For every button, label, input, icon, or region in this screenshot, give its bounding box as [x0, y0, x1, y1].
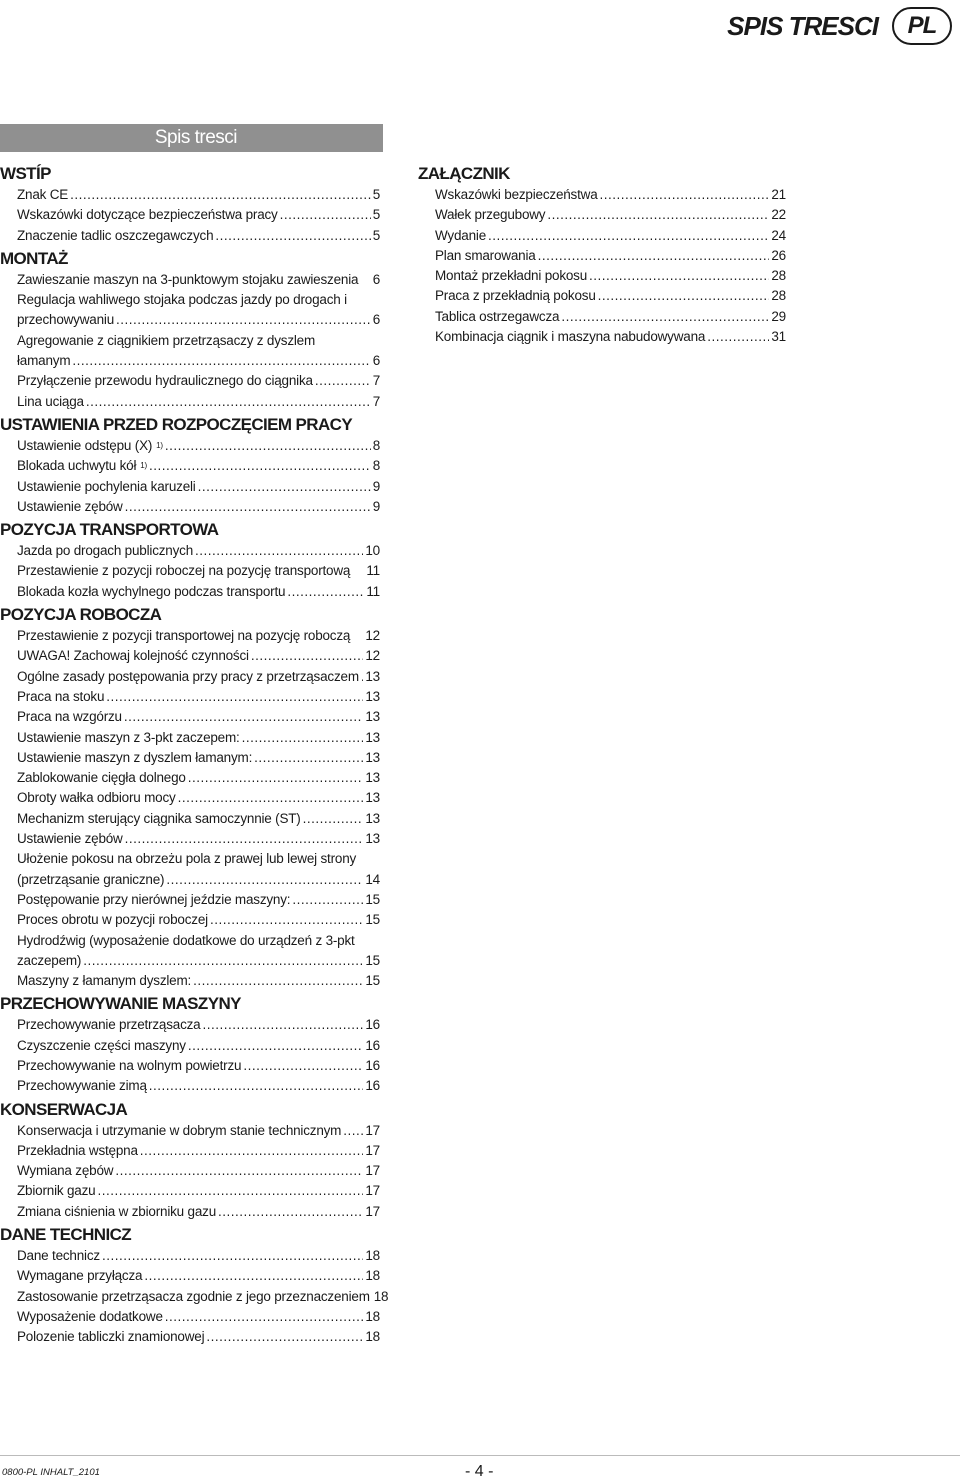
toc-entry[interactable] [0, 497, 383, 517]
toc-entry-line [17, 788, 380, 808]
toc-entry[interactable] [0, 1266, 383, 1286]
toc-entry[interactable] [0, 270, 383, 290]
toc-entry-text: Regulacja wahliwego stojaka podczas jazdy po drogach i [17, 292, 347, 308]
leader-dots [165, 436, 371, 456]
toc-entry-line [435, 307, 786, 327]
toc-entry[interactable] [0, 561, 383, 581]
toc-entry-line [17, 951, 380, 971]
toc-entry[interactable] [0, 456, 383, 476]
toc-entry-text: Hydrodźwig (wyposażenie dodatkowe do urządzeń z 3-pkt [17, 932, 355, 948]
toc-entry-line [17, 436, 380, 456]
leader-dots [97, 1181, 363, 1201]
toc-page-number: 17 [365, 1142, 380, 1158]
toc-entry-text: Montaż przekładni pokosu [435, 268, 588, 284]
toc-page-number: 16 [365, 1017, 380, 1033]
toc-entry-text: Proces obrotu w pozycji roboczej [17, 912, 208, 928]
toc-entry[interactable] [418, 226, 786, 246]
toc-entry-line [17, 971, 380, 991]
toc-page-number: 8 [372, 458, 380, 474]
toc-entry-text: Maszyny z łamanym dyszlem: [17, 973, 192, 989]
toc-entry-text: przechowywaniu [17, 312, 114, 328]
toc-page-number: 13 [365, 770, 380, 786]
document-code: 0800-PL INHALT_2101 [2, 1467, 100, 1478]
leader-dots [343, 1121, 363, 1141]
toc-entry-text: Praca na wzgórzu [17, 709, 122, 725]
toc-banner-title: Spis tresci [154, 127, 237, 148]
leader-dots [72, 351, 370, 371]
toc-page-number: 12 [365, 648, 380, 664]
leader-dots [598, 286, 770, 306]
toc-entry-line [17, 910, 380, 930]
leader-dots [206, 1327, 363, 1347]
toc-entry[interactable] [0, 1036, 383, 1056]
toc-entry-line [17, 1036, 380, 1056]
toc-entry-text: Czyszczenie części maszyny [17, 1037, 186, 1053]
section-heading: ZAŁĄCZNIK [418, 164, 510, 183]
toc-page-number: 17 [365, 1163, 380, 1179]
toc-entry[interactable] [0, 331, 383, 372]
toc-entry-text: łamanym [17, 353, 71, 369]
leader-dots [202, 1015, 363, 1035]
toc-entry-line [17, 541, 380, 561]
toc-entry-text: Przekładnia wstępna [17, 1142, 138, 1158]
toc-page-number: 13 [365, 749, 380, 765]
toc-entry-line [17, 829, 380, 849]
toc-entry-line [17, 205, 380, 225]
leader-dots [86, 392, 371, 412]
toc-entry-text: Jazda po drogach publicznych [17, 543, 194, 559]
toc-entry[interactable] [0, 849, 383, 890]
toc-page-number: 5 [372, 207, 380, 223]
toc-entry-line [17, 270, 380, 290]
toc-entry[interactable] [0, 436, 383, 456]
toc-entry-line [17, 226, 380, 246]
toc-page-number: 22 [771, 207, 786, 223]
toc-entry[interactable] [0, 1161, 383, 1181]
toc-entry-text: (przetrząsanie graniczne) [17, 871, 165, 887]
toc-entry[interactable] [0, 687, 383, 707]
toc-page-number: 5 [372, 227, 380, 243]
leader-dots [125, 497, 371, 517]
leader-dots [215, 226, 370, 246]
toc-entry-text: Zastosowanie przetrząsacza zgodnie z jego przeznaczeniem [17, 1288, 370, 1304]
toc-page-number: 13 [365, 790, 380, 806]
toc-entry[interactable] [0, 768, 383, 788]
toc-page-number: 15 [365, 952, 380, 968]
header-title: SPIS TRESCI [727, 10, 878, 41]
toc-page-number: 24 [771, 227, 786, 243]
toc-page-number: 13 [365, 668, 380, 684]
toc-entry[interactable] [0, 1015, 383, 1035]
page-header [727, 6, 952, 46]
toc-entry[interactable] [0, 1246, 383, 1266]
toc-entry[interactable] [0, 392, 383, 412]
toc-entry-line [17, 371, 380, 391]
toc-entry[interactable] [0, 1141, 383, 1161]
section-heading: KONSERWACJA [0, 1099, 128, 1119]
toc-entry[interactable] [0, 931, 383, 972]
leader-dots [165, 1307, 364, 1327]
toc-page-number: 29 [771, 308, 786, 324]
leader-dots [292, 890, 363, 910]
leader-dots [102, 1246, 363, 1266]
toc-entry-text: Wymagane przyłącza [17, 1268, 143, 1284]
toc-entry-text: UWAGA! Zachowaj kolejność czynności [17, 648, 249, 664]
toc-entry[interactable] [0, 707, 383, 727]
toc-page-number: 16 [365, 1078, 380, 1094]
leader-dots [125, 829, 364, 849]
leader-dots [251, 646, 364, 666]
toc-entry[interactable] [0, 541, 383, 561]
toc-entry-text: Ułożenie pokosu na obrzeżu pola z prawej lub lewej strony [17, 851, 357, 867]
toc-entry[interactable] [0, 290, 383, 331]
toc-entry[interactable] [418, 246, 786, 266]
leader-dots [198, 477, 371, 497]
toc-entry[interactable] [0, 477, 383, 497]
toc-entry-text: Blokada uchwytu kół [17, 458, 137, 474]
footnote-marker: 1) [140, 461, 147, 471]
toc-page-number: 12 [365, 628, 380, 644]
toc-entry-line [17, 809, 380, 829]
footnote-marker: 1) [156, 440, 163, 450]
section-heading: PRZECHOWYWANIE MASZYNY [0, 994, 241, 1014]
toc-entry-line [435, 226, 786, 246]
toc-entry-line [17, 582, 380, 602]
toc-entry[interactable] [418, 266, 786, 286]
toc-entry-text: Wskazówki dotyczące bezpieczeństwa pracy [17, 207, 278, 223]
toc-entry[interactable] [0, 582, 383, 602]
toc-entry-line [17, 456, 380, 476]
leader-dots [70, 185, 371, 205]
toc-entry[interactable] [0, 1076, 383, 1096]
toc-entry-text: Zablokowanie cięgła dolnego [17, 770, 186, 786]
toc-entry[interactable] [0, 1056, 383, 1076]
toc-entry-text: Dane technicz [17, 1248, 100, 1264]
toc-entry-text: Lina uciąga [17, 393, 84, 409]
toc-entry-text: Wydanie [435, 227, 487, 243]
toc-right-column [418, 161, 786, 347]
toc-entry-text: Polozenie tabliczki znamionowej [17, 1329, 205, 1345]
toc-entry-text: Blokada kozła wychylnego podczas transportu [17, 583, 286, 599]
leader-dots [254, 748, 363, 768]
leader-dots [115, 1161, 363, 1181]
toc-page-number: 16 [365, 1037, 380, 1053]
toc-entry-text: Mechanizm sterujący ciągnika samoczynnie (ST) [17, 810, 301, 826]
toc-entry-text: zaczepem) [17, 952, 82, 968]
toc-page-number: 15 [365, 891, 380, 907]
toc-entry-text: Kombinacja ciągnik i maszyna nabudowywana [435, 329, 706, 345]
toc-entry[interactable] [418, 205, 786, 225]
toc-entry[interactable] [418, 327, 786, 347]
toc-entry-text: Wałek przegubowy [435, 207, 546, 223]
toc-page-number: 6 [372, 353, 380, 369]
toc-page-number: 13 [365, 729, 380, 745]
leader-dots [600, 185, 770, 205]
toc-entry[interactable] [0, 748, 383, 768]
leader-dots [124, 707, 364, 727]
toc-page-number: 7 [372, 393, 380, 409]
toc-entry-line [17, 1287, 389, 1307]
toc-entry-line [435, 205, 786, 225]
leader-dots [210, 910, 363, 930]
toc-page-number: 13 [365, 709, 380, 725]
toc-page-number: 26 [771, 247, 786, 263]
section-heading: WSTÍP [0, 164, 51, 183]
toc-entry-text: Przestawienie z pozycji transportowej na pozycję roboczą [17, 628, 351, 644]
leader-dots [361, 667, 364, 687]
section-heading: MONTAŻ [0, 248, 68, 268]
toc-page-number: 9 [372, 478, 380, 494]
toc-entry-text: Ogólne zasady postępowania przy pracy z przetrząsaczem [17, 668, 359, 684]
toc-entry-line [17, 477, 380, 497]
leader-dots [193, 971, 363, 991]
toc-page-number: 18 [365, 1268, 380, 1284]
toc-page-number: 13 [365, 688, 380, 704]
toc-page-number: 13 [365, 831, 380, 847]
toc-entry-text: Wskazówki bezpieczeństwa [435, 187, 598, 202]
toc-entry-line [435, 266, 786, 286]
footer-divider [0, 1455, 960, 1456]
toc-page-number: 15 [365, 973, 380, 989]
toc-entry[interactable] [0, 1181, 383, 1201]
toc-entry-text: Praca na stoku [17, 688, 105, 704]
toc-entry-line [17, 707, 380, 727]
toc-entry-text: Przechowywanie zimą [17, 1078, 147, 1094]
toc-entry-text: Tablica ostrzegawcza [435, 308, 560, 324]
toc-entry-text: Znak CE [17, 187, 69, 202]
toc-entry[interactable] [0, 667, 383, 687]
leader-dots [83, 951, 363, 971]
toc-page-number: 16 [365, 1057, 380, 1073]
toc-entry-line [17, 310, 380, 330]
toc-entry-line [17, 646, 380, 666]
toc-entry-line [17, 392, 380, 412]
toc-page-number: 21 [771, 187, 786, 202]
toc-entry-line [17, 1181, 380, 1201]
toc-page-number: 18 [373, 1288, 389, 1304]
toc-entry-text: Wymiana zębów [17, 1163, 114, 1179]
toc-entry[interactable] [0, 626, 383, 646]
toc-entry-text: Ustawienie pochylenia karuzeli [17, 478, 196, 494]
toc-page-number: 18 [365, 1329, 380, 1345]
toc-entry-line [17, 667, 380, 687]
toc-entry-line [17, 1327, 380, 1347]
toc-page-number: 28 [771, 288, 786, 304]
toc-entry[interactable] [0, 646, 383, 666]
toc-page-number: 11 [366, 563, 380, 579]
toc-entry-text: Przestawienie z pozycji roboczej na pozycję transportową [17, 563, 351, 579]
toc-entry-text: Ustawienie zębów [17, 498, 123, 514]
toc-entry-line [17, 748, 380, 768]
toc-entry-line [17, 185, 380, 205]
toc-entry-text: Konserwacja i utrzymanie w dobrym stanie technicznym [17, 1122, 342, 1138]
toc-page-number: 17 [365, 1183, 380, 1199]
leader-dots [116, 310, 371, 330]
leader-dots [144, 1266, 363, 1286]
leader-dots [166, 870, 363, 890]
toc-entry-line [17, 728, 380, 748]
toc-entry[interactable] [0, 1327, 383, 1347]
toc-entry[interactable] [418, 286, 786, 306]
toc-entry[interactable] [0, 226, 383, 246]
toc-page-number: 9 [372, 498, 380, 514]
toc-page-number: 14 [365, 871, 380, 887]
leader-dots [242, 728, 364, 748]
toc-entry[interactable] [0, 890, 383, 910]
leader-dots [547, 205, 769, 225]
toc-entry-text: Praca z przekładnią pokosu [435, 288, 596, 304]
toc-entry-line [17, 1246, 380, 1266]
leader-dots [188, 1036, 364, 1056]
toc-entry-text: Obroty wałka odbioru mocy [17, 790, 176, 806]
toc-entry[interactable] [0, 205, 383, 225]
toc-page-number: 11 [366, 583, 380, 599]
section-heading: POZYCJA ROBOCZA [0, 605, 162, 625]
toc-entry[interactable] [0, 971, 383, 991]
toc-entry[interactable] [0, 185, 383, 205]
toc-entry-line [17, 1015, 380, 1035]
toc-entry-text: Zmiana ciśnienia w zbiorniku gazu [17, 1203, 216, 1219]
toc-entry[interactable] [0, 1307, 383, 1327]
section-heading: POZYCJA TRANSPORTOWA [0, 520, 219, 540]
toc-page-number: 31 [771, 329, 786, 345]
leader-dots [140, 1141, 364, 1161]
toc-page-number: 13 [365, 810, 380, 826]
toc-page-number: 17 [365, 1203, 380, 1219]
toc-page-number: 6 [372, 271, 380, 287]
toc-entry-text: Przyłączenie przewodu hydraulicznego do ciągnika [17, 373, 313, 389]
toc-entry-line [17, 1161, 380, 1181]
toc-entry-line [17, 351, 380, 371]
leader-dots [149, 456, 371, 476]
leader-dots [488, 226, 769, 246]
toc-entry-line [17, 1307, 380, 1327]
toc-page-number: 10 [365, 543, 380, 559]
toc-entry[interactable] [0, 1121, 383, 1141]
toc-entry-line [17, 870, 380, 890]
language-badge: PL [892, 7, 952, 45]
leader-dots [303, 809, 364, 829]
toc-entry-text: Zawieszanie maszyn na 3-punktowym stojaku zawieszenia [17, 271, 359, 287]
toc-entry-line [435, 246, 786, 266]
toc-entry-line [17, 1266, 380, 1286]
leader-dots [707, 327, 769, 347]
toc-entry-line [17, 497, 380, 517]
toc-entry[interactable] [0, 1202, 383, 1222]
toc-entry[interactable] [0, 829, 383, 849]
leader-dots [538, 246, 770, 266]
toc-entry-line [17, 561, 380, 581]
toc-entry-text: Znaczenie tadlic oszczegawczych [17, 227, 214, 243]
toc-entry-text: Ustawienie odstępu (X) [17, 437, 153, 453]
toc-page-number: 18 [365, 1248, 380, 1264]
leader-dots [106, 687, 363, 707]
toc-entry[interactable] [0, 1287, 389, 1307]
toc-entry[interactable] [0, 371, 383, 391]
toc-entry-text: Postępowanie przy nierównej jeździe maszyny: [17, 891, 291, 907]
toc-entry-line [17, 768, 380, 788]
leader-dots [561, 307, 769, 327]
leader-dots [218, 1202, 363, 1222]
leader-dots [195, 541, 363, 561]
toc-entry-line [17, 1056, 380, 1076]
page-number: - 4 - [465, 1463, 494, 1480]
leader-dots [287, 582, 364, 602]
toc-entry-line [435, 185, 786, 205]
toc-entry-line [17, 1121, 380, 1141]
toc-page-number: 8 [372, 437, 380, 453]
toc-entry-line [17, 687, 380, 707]
section-heading: USTAWIENIA PRZED ROZPOCZĘCIEM PRACY [0, 414, 353, 434]
toc-banner [0, 124, 383, 152]
leader-dots [178, 788, 364, 808]
section-heading: DANE TECHNICZ [0, 1225, 132, 1245]
toc-entry-text: Plan smarowania [435, 247, 536, 263]
toc-page-number: 28 [771, 268, 786, 284]
toc-entry[interactable] [0, 728, 383, 748]
toc-entry-text: Wyposażenie dodatkowe [17, 1308, 163, 1324]
toc-entry-text: Przechowywanie na wolnym powietrzu [17, 1057, 242, 1073]
toc-entry-text: Ustawienie maszyn z 3-pkt zaczepem: [17, 729, 240, 745]
toc-entry-line [17, 626, 380, 646]
toc-entry-line [17, 890, 380, 910]
toc-entry[interactable] [0, 910, 383, 930]
leader-dots [243, 1056, 363, 1076]
toc-entry-line [17, 1202, 380, 1222]
toc-entry[interactable] [0, 788, 383, 808]
leader-dots [589, 266, 769, 286]
toc-page-number: 7 [372, 373, 380, 389]
leader-dots [188, 768, 364, 788]
toc-entry-text: Agregowanie z ciągnikiem przetrząsaczy z dyszlem [17, 332, 316, 348]
toc-entry[interactable] [418, 307, 786, 327]
toc-page-number: 18 [365, 1308, 380, 1324]
toc-entry-line [435, 286, 786, 306]
toc-entry-line [17, 1076, 380, 1096]
toc-entry-text: Ustawienie zębów [17, 831, 123, 847]
toc-entry[interactable] [0, 809, 383, 829]
toc-left-column [0, 161, 389, 1348]
leader-dots [149, 1076, 364, 1096]
toc-entry-line [435, 327, 786, 347]
toc-entry-text: Przechowywanie przetrząsacza [17, 1017, 201, 1033]
toc-entry-line [17, 1141, 380, 1161]
toc-entry-text: Ustawienie maszyn z dyszlem łamanym: [17, 749, 253, 765]
toc-page-number: 6 [372, 312, 380, 328]
leader-dots [315, 371, 371, 391]
leader-dots [280, 205, 371, 225]
toc-entry-text: Zbiornik gazu [17, 1183, 96, 1199]
toc-page-number: 17 [365, 1122, 380, 1138]
toc-entry[interactable] [418, 185, 786, 205]
toc-page-number: 15 [365, 912, 380, 928]
toc-page-number: 5 [372, 187, 380, 202]
